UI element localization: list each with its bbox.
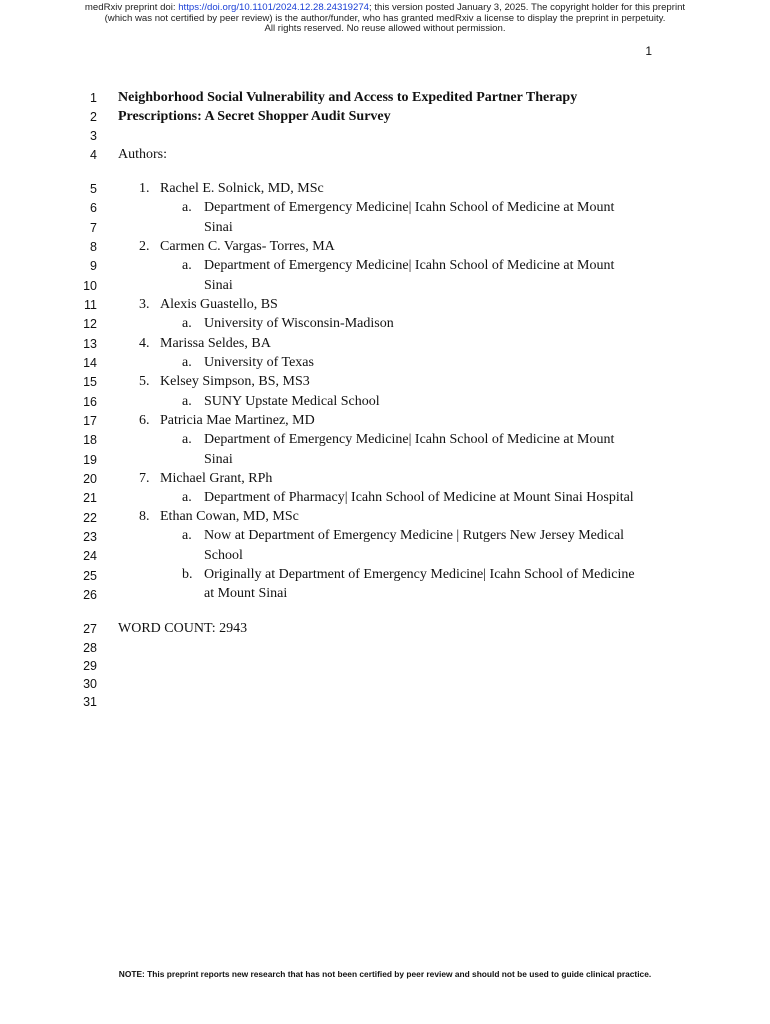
- affiliation-marker: a.: [182, 528, 192, 543]
- line-number: 8: [90, 240, 97, 254]
- line-number: 6: [90, 201, 97, 215]
- affiliation-text: Department of Emergency Medicine| Icahn School of Medicine at Mount: [204, 432, 615, 447]
- line-number: 12: [83, 317, 97, 331]
- doi-link[interactable]: https://doi.org/10.1101/2024.12.28.24319274: [178, 2, 370, 13]
- line-number: 16: [83, 395, 97, 409]
- preprint-header-line2: (which was not certified by peer review) is the author/funder, who has granted medRxiv a license to display the preprint in perpetuity.: [104, 13, 666, 24]
- authors-label: Authors:: [118, 147, 167, 162]
- author-number: 4.: [139, 336, 150, 351]
- affiliation-marker: a.: [182, 490, 192, 505]
- line-number: 25: [83, 569, 97, 583]
- paper-title-line1: Neighborhood Social Vulnerability and Access to Expedited Partner Therapy: [118, 90, 578, 105]
- line-number: 13: [83, 337, 97, 351]
- line-number: 31: [83, 695, 97, 709]
- line-number: 19: [83, 453, 97, 467]
- affiliation-text: Now at Department of Emergency Medicine | Rutgers New Jersey Medical: [204, 528, 625, 543]
- author-number: 3.: [139, 297, 150, 312]
- affiliation-text: SUNY Upstate Medical School: [204, 394, 380, 409]
- affiliation-text: Originally at Department of Emergency Medicine| Icahn School of Medicine: [204, 567, 635, 582]
- affiliation-text: at Mount Sinai: [204, 586, 288, 601]
- line-number: 3: [90, 129, 97, 143]
- author-number: 7.: [139, 471, 150, 486]
- preprint-header-line3: All rights reserved. No reuse allowed without permission.: [264, 23, 506, 34]
- line-number: 26: [83, 588, 97, 602]
- line-number: 29: [83, 659, 97, 673]
- line-number: 5: [90, 182, 97, 196]
- affiliation-marker: b.: [182, 567, 193, 582]
- header-prefix: medRxiv preprint doi:: [84, 2, 179, 13]
- affiliation-marker: a.: [182, 200, 192, 215]
- line-number: 17: [83, 414, 97, 428]
- author-number: 1.: [139, 181, 150, 196]
- line-number: 4: [90, 148, 97, 162]
- affiliation-text: University of Wisconsin-Madison: [204, 316, 394, 331]
- preprint-header-line1: [0, 2, 770, 13]
- line-number: 27: [83, 622, 97, 636]
- line-number: 15: [83, 375, 97, 389]
- author-name: Ethan Cowan, MD, MSc: [160, 509, 299, 524]
- affiliation-marker: a.: [182, 394, 192, 409]
- author-name: Patricia Mae Martinez, MD: [160, 413, 315, 428]
- author-name: Alexis Guastello, BS: [160, 297, 278, 312]
- affiliation-text: Sinai: [204, 220, 233, 235]
- page-number: 1: [645, 44, 652, 58]
- line-number: 9: [90, 259, 97, 273]
- header-suffix: ; this version posted January 3, 2025. The copyright holder for this preprint: [369, 2, 686, 13]
- affiliation-text: School: [204, 548, 243, 563]
- author-number: 6.: [139, 413, 150, 428]
- line-number: 21: [83, 491, 97, 505]
- line-number: 22: [83, 511, 97, 525]
- preprint-footer-note: NOTE: This preprint reports new research that has not been certified by peer review and should not be used to guide clinical practice.: [118, 969, 652, 979]
- line-number: 30: [83, 677, 97, 691]
- line-number: 11: [84, 298, 97, 312]
- affiliation-marker: a.: [182, 432, 192, 447]
- author-number: 8.: [139, 509, 150, 524]
- line-number: 7: [90, 221, 97, 235]
- affiliation-text: Department of Emergency Medicine| Icahn School of Medicine at Mount: [204, 200, 615, 215]
- paper-title-line2: Prescriptions: A Secret Shopper Audit Survey: [118, 109, 391, 124]
- author-name: Rachel E. Solnick, MD, MSc: [160, 181, 324, 196]
- line-number: 10: [83, 279, 97, 293]
- author-name: Kelsey Simpson, BS, MS3: [160, 374, 310, 389]
- affiliation-marker: a.: [182, 258, 192, 273]
- line-number: 2: [90, 110, 97, 124]
- line-number: 23: [83, 530, 97, 544]
- line-number: 20: [83, 472, 97, 486]
- affiliation-text: Sinai: [204, 278, 233, 293]
- line-number: 18: [83, 433, 97, 447]
- word-count: WORD COUNT: 2943: [118, 621, 248, 636]
- affiliation-text: Department of Emergency Medicine| Icahn School of Medicine at Mount: [204, 258, 615, 273]
- author-number: 2.: [139, 239, 150, 254]
- author-name: Marissa Seldes, BA: [160, 336, 271, 351]
- line-number: 28: [83, 641, 97, 655]
- line-number: 14: [83, 356, 97, 370]
- affiliation-marker: a.: [182, 355, 192, 370]
- affiliation-text: University of Texas: [204, 355, 314, 370]
- line-number: 1: [90, 91, 97, 105]
- affiliation-text: Department of Pharmacy| Icahn School of Medicine at Mount Sinai Hospital: [204, 490, 634, 505]
- author-number: 5.: [139, 374, 150, 389]
- affiliation-text: Sinai: [204, 452, 233, 467]
- affiliation-marker: a.: [182, 316, 192, 331]
- author-name: Michael Grant, RPh: [160, 471, 273, 486]
- line-number: 24: [83, 549, 97, 563]
- author-name: Carmen C. Vargas- Torres, MA: [160, 239, 335, 254]
